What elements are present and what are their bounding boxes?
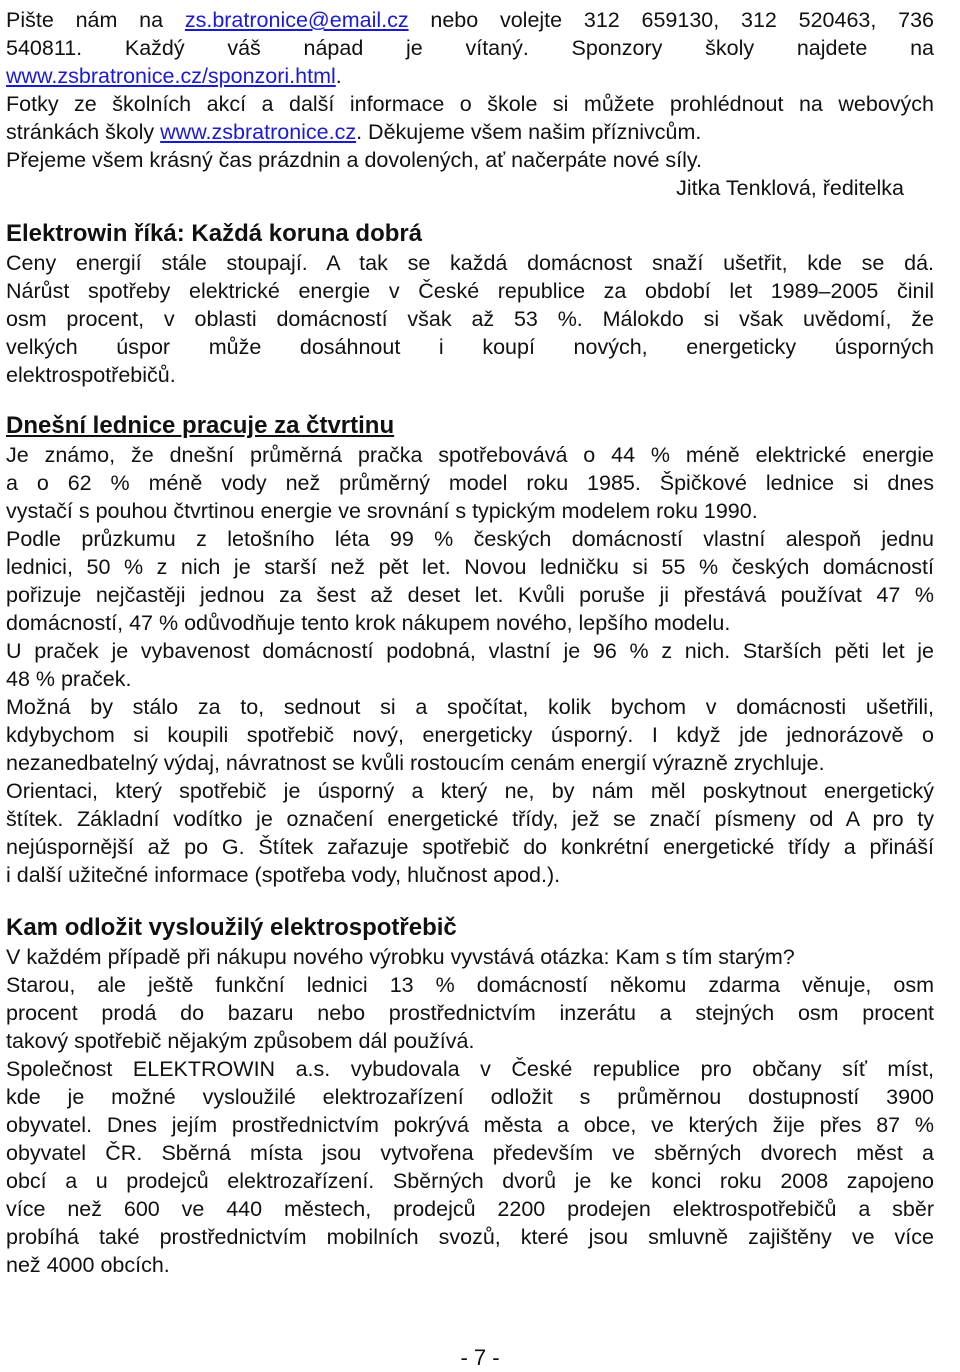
intro-block: [6, 0, 934, 202]
section1-line: Nárůst spotřeby elektrické energie v České republice za období let 1989–2005 činil: [6, 279, 934, 303]
section1-line: osm procent, v oblasti domácností však až 53 %. Málokdo si však uvědomí, že: [6, 307, 934, 331]
section2-line: Je známo, že dnešní průměrná pračka spotřebovává o 44 % méně elektrické energie: [6, 443, 934, 467]
section-title-elektrowin: Elektrowin říká: Každá koruna dobrá: [6, 220, 423, 247]
section-title-disposal: Kam odložit vysloužilý elektrospotřebič: [6, 914, 457, 941]
intro-line-1: [6, 6, 934, 34]
section1-line: elektrospotřebičů.: [6, 363, 176, 387]
website-link[interactable]: www.zsbratronice.cz: [160, 120, 357, 144]
section3-line: procent prodá do bazaru nebo prostřednictvím inzerátu a stejných osm procent: [6, 1001, 934, 1025]
intro-text: .: [335, 64, 342, 88]
section3-line: obyvatel ČR. Sběrná místa jsou vytvořena především ve sběrných dvorech měst a: [6, 1141, 934, 1165]
section3-line: Starou, ale ještě funkční lednici 13 % domácností někomu zdarma věnuje, osm: [6, 973, 934, 997]
section2-line: a o 62 % méně vody než průměrný model roku 1985. Špičkové lednice si dnes: [6, 471, 934, 495]
intro-text: stránkách školy: [6, 120, 161, 144]
page-number: - 7 -: [460, 1345, 500, 1370]
section2-line: nejúspornější až po G. Štítek zařazuje spotřebič do konkrétní energetické třídy a přináší: [6, 835, 934, 859]
intro-line-2: 540811. Každý váš nápad je vítaný. Sponzory školy najdete na: [6, 36, 934, 60]
section1-body: [6, 249, 934, 389]
intro-text: Pište nám na: [6, 8, 185, 32]
section2-line: domácností, 47 % odůvodňuje tento krok nákupem nového, lepšího modelu.: [6, 611, 731, 635]
section3-line: V každém případě při nákupu nového výrobku vyvstává otázka: Kam s tím starým?: [6, 945, 795, 969]
section3-line: obcí a u prodejců elektrozařízení. Sběrných dvorů je ke konci roku 2008 zapojeno: [6, 1169, 934, 1193]
intro-text: . Děkujeme všem našim příznivcům.: [356, 120, 702, 144]
section2-line: kdybychom si koupili spotřebič nový, energeticky úsporný. I když jde jednorázově o: [6, 723, 934, 747]
intro-line-4: Fotky ze školních akcí a další informace o škole si můžete prohlédnout na webových: [6, 92, 934, 116]
section2-line: Podle průzkumu z letošního léta 99 % českých domácností vlastní alespoň jednu: [6, 527, 934, 551]
signature: Jitka Tenklová, ředitelka: [676, 176, 904, 200]
section2-line: i další užitečné informace (spotřeba vody, hlučnost apod.).: [6, 863, 561, 887]
section2-line: vystačí s pouhou čtvrtinou energie ve srovnání s typickým modelem roku 1990.: [6, 499, 758, 523]
sponsors-link[interactable]: www.zsbratronice.cz/sponzori.html: [6, 64, 336, 88]
section3-line: více než 600 ve 440 městech, prodejců 2200 prodejen elektrospotřebičů a sběr: [6, 1197, 934, 1221]
section2-line: pořizuje nejčastěji jednou za šest až deset let. Kvůli poruše ji přestává používat 47 %: [6, 583, 934, 607]
section3-body: [6, 943, 934, 1279]
section3-line: probíhá také prostřednictvím mobilních svozů, které jsou smluvně zajištěny ve více: [6, 1225, 934, 1249]
section1-line: Ceny energií stále stoupají. A tak se každá domácnost snaží ušetřit, kde se dá.: [6, 251, 934, 275]
section2-line: lednici, 50 % z nich je starší než pět let. Novou ledničku si 55 % českých domácností: [6, 555, 934, 579]
intro-line-3: [6, 62, 934, 90]
section1-line: velkých úspor může dosáhnout i koupí nových, energeticky úsporných: [6, 335, 934, 359]
email-link[interactable]: zs.bratronice@email.cz: [184, 8, 409, 32]
section2-line: Orientaci, který spotřebič je úsporný a který ne, by nám měl poskytnout energetický: [6, 779, 934, 803]
section2-line: 48 % praček.: [6, 667, 132, 691]
section2-line: Možná by stálo za to, sednout si a spočítat, kolik bychom v domácnosti ušetřili,: [6, 695, 934, 719]
section3-line: takový spotřebič nějakým způsobem dál používá.: [6, 1029, 475, 1053]
section2-body: [6, 441, 934, 889]
intro-line-6: Přejeme všem krásný čas prázdnin a dovolených, ať načerpáte nové síly.: [6, 148, 703, 172]
intro-line-5: [6, 118, 934, 146]
section2-line: nezanedbatelný výdaj, návratnost se kvůli rostoucím cenám energií výrazně zrychluje.: [6, 751, 825, 775]
section2-line: štítek. Základní vodítko je označení energetické třídy, jež se značí písmeny od A pro ty: [6, 807, 934, 831]
section3-line: než 4000 obcích.: [6, 1253, 170, 1277]
document-page: [6, 0, 934, 1279]
section3-line: obyvatel. Dnes jejím prostřednictvím pokrývá města a obce, ve kterých žije přes 87 %: [6, 1113, 934, 1137]
section3-line: kde je možné vysloužilé elektrozařízení odložit s průměrnou dostupností 3900: [6, 1085, 934, 1109]
section3-line: Společnost ELEKTROWIN a.s. vybudovala v České republice pro občany síť míst,: [6, 1057, 934, 1081]
section2-line: U praček je vybavenost domácností podobná, vlastní je 96 % z nich. Starších pěti let je: [6, 639, 934, 663]
section-title-fridge: Dnešní lednice pracuje za čtvrtinu: [6, 412, 395, 439]
intro-text: nebo volejte 312 659130, 312 520463, 736: [408, 8, 934, 32]
